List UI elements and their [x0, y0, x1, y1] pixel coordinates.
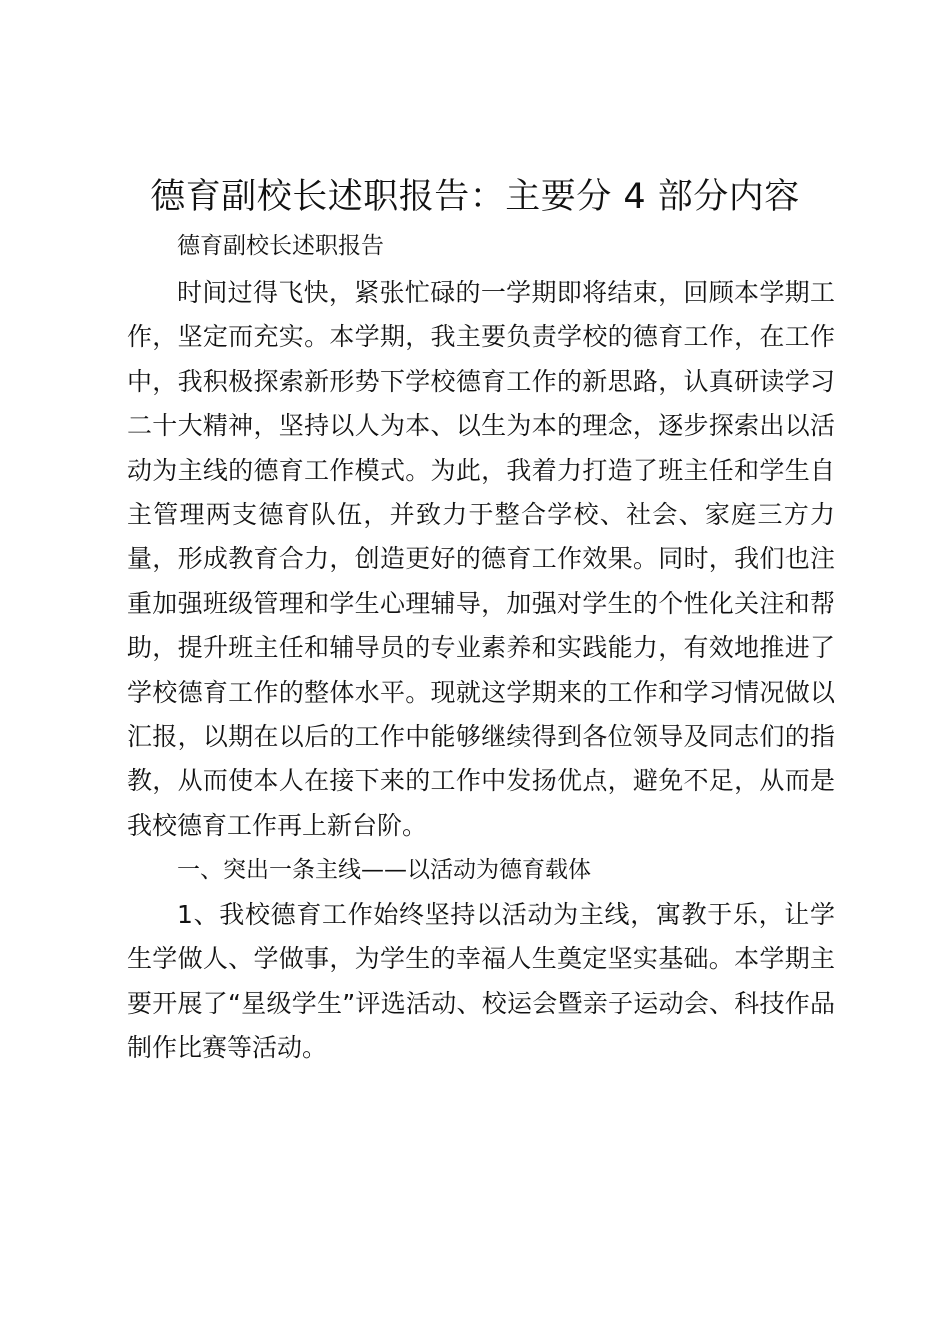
section-heading-1: 一、突出一条主线——以活动为德育载体 [177, 857, 591, 883]
paragraph-section-1-item-1: 1、我校德育工作始终坚持以活动为主线，寓教于乐，让学生学做人、学做事，为学生的幸福人生奠定坚实基础。本学期主要开展了“星级学生”评选活动、校运会暨亲子运动会、科技作品制作比赛等活动。 [127, 900, 835, 1063]
document-title: 德育副校长述职报告：主要分 4 部分内容 [150, 177, 800, 217]
paragraph-intro: 时间过得飞快，紧张忙碌的一学期即将结束，回顾本学期工作，坚定而充实。本学期，我主要负责学校的德育工作，在工作中，我积极探索新形势下学校德育工作的新思路，认真研读学习二十大精神，坚持以人为本、以生为本的理念，逐步探索出以活动为主线的德育工作模式。为此，我着力打造了班主任和学生自主管理两支德育队伍，并致力于整合学校、社会、家庭三方力量，形成教育合力，创造更好的德育工作效果。同时，我们也注重加强班级管理和学生心理辅导，加强对学生的个性化关注和帮助，提升班主任和辅导员的专业素养和实践能力，有效地推进了学校德育工作的整体水平。现就这学期来的工作和学习情况做以汇报，以期在以后的工作中能够继续得到各位领导及同志们的指教，从而使本人在接下来的工作中发扬优点，避免不足，从而是我校德育工作再上新台阶。 [127, 278, 835, 840]
document-subtitle: 德育副校长述职报告 [177, 233, 384, 259]
